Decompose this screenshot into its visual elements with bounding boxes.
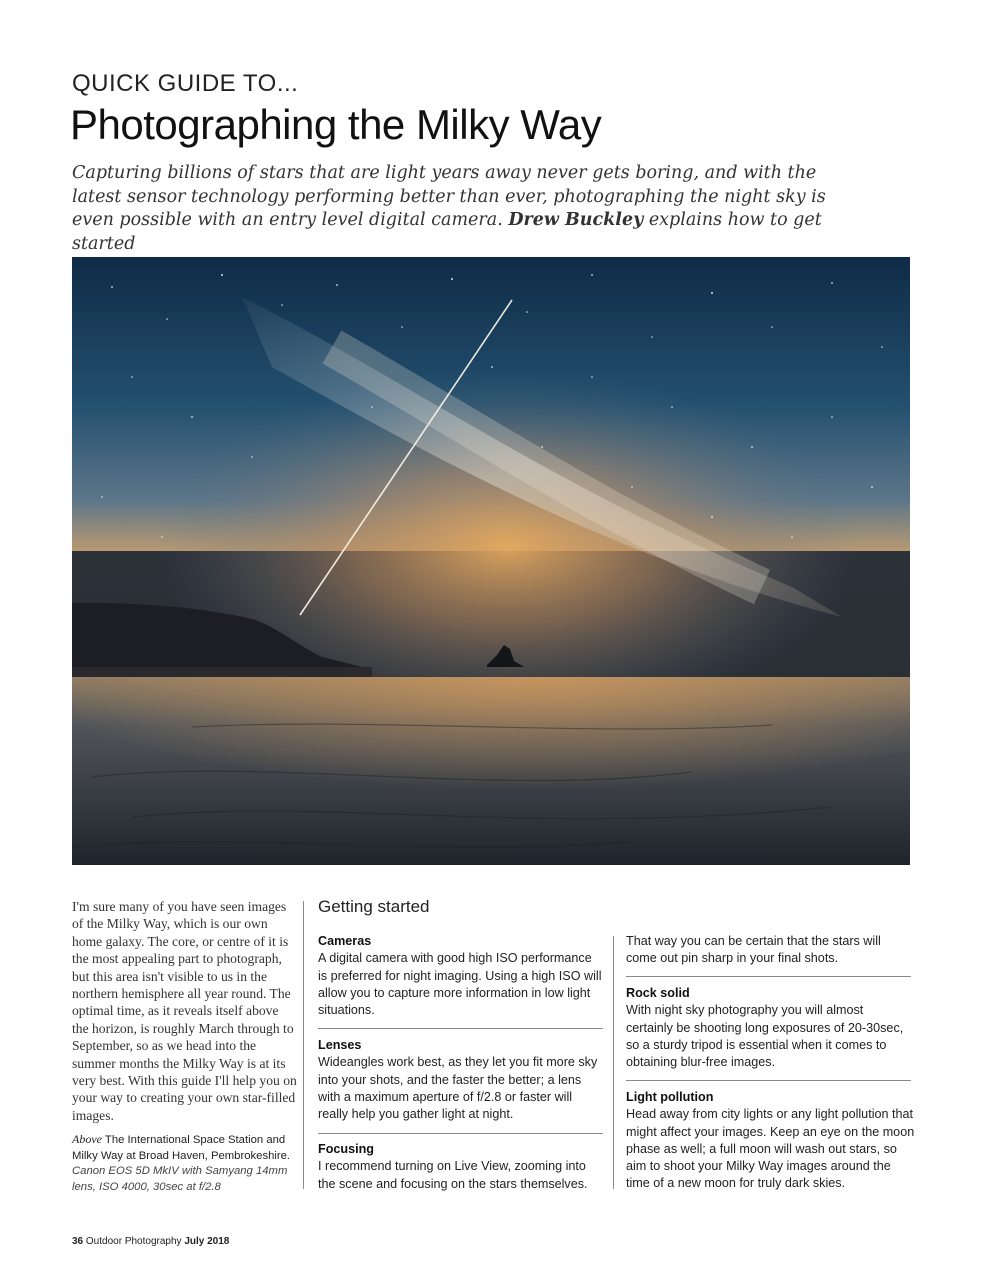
tip-heading: Rock solid	[626, 986, 690, 1000]
standfirst-author: Drew Buckley	[508, 210, 644, 230]
column-divider	[613, 936, 614, 1189]
tip-divider	[626, 976, 911, 977]
tip-body: Wideangles work best, as they let you fit more sky into your shots, and the faster the better; a lens with a maximum aperture of f/2.8 or faster will really help you gather light at night.	[318, 1055, 598, 1122]
tip-heading: Light pollution	[626, 1090, 714, 1104]
tip-body: Head away from city lights or any light pollution that might affect your images. Keep an eye on the moon phase as well; a full moon will wash out stars, so aim to shoot your Milky Way images around the time of a new moon for truly dark skies.	[626, 1107, 915, 1191]
issue-date: July 2018	[184, 1236, 230, 1247]
tip-heading: Focusing	[318, 1142, 374, 1156]
magazine-name: Outdoor Photography	[83, 1236, 185, 1247]
tip-body: I recommend turning on Live View, zooming into the scene and focusing on the stars themselves.	[318, 1159, 588, 1191]
standfirst	[72, 162, 832, 256]
tip-lenses	[318, 1037, 604, 1123]
tip-heading: Lenses	[318, 1038, 362, 1052]
photo-caption	[72, 1132, 300, 1195]
tip-body: A digital camera with good high ISO performance is preferred for night imaging. Using a high ISO will allow you to capture more information in low light situations.	[318, 951, 602, 1018]
tip-divider	[626, 1080, 911, 1081]
caption-text: The International Space Station and Milky Way at Broad Haven, Pembrokeshire.	[72, 1134, 291, 1162]
tip-focusing	[318, 1141, 604, 1193]
standfirst-text-end: explains how to get started	[72, 210, 822, 254]
caption-label: Above	[72, 1132, 102, 1146]
page-number: 36	[72, 1236, 84, 1247]
tip-body: With night sky photography you will almost certainly be shooting long exposures of 20-30sec, so a sturdy tripod is essential when it comes to obtaining blur-free images.	[626, 1003, 904, 1070]
tip-body: That way you can be certain that the stars will come out pin sharp in your final shots.	[626, 934, 881, 966]
tip-heading: Cameras	[318, 934, 372, 948]
intro-text: I'm sure many of you have seen images of the Milky Way, which is our own home galaxy. The core, or centre of it is the most appealing part to photograph, but this area isn't visible to us in the northern hemisphere all year round. The optimal time, as it reveals itself above the horizon, is roughly March through to September, so as we head into the summer months the Milky Way is at its very best. With this guide I'll help you on your way to creating your own star-filled images.	[72, 899, 297, 1123]
standfirst-text: Capturing billions of stars that are light years away never gets boring, and with the latest sensor technology performing better than ever, photographing the night sky is even possible with an entry level digital camera.	[72, 163, 826, 230]
milky-way-photo	[72, 257, 910, 865]
tip-cameras	[318, 933, 604, 1019]
tip-divider	[318, 1133, 603, 1134]
tip-light-pollution	[626, 1089, 916, 1193]
page-footer	[72, 1236, 229, 1247]
tip-divider	[318, 1028, 603, 1029]
tip-focusing-continued	[626, 933, 912, 968]
section-title: Getting started	[318, 897, 430, 916]
caption-spec: Canon EOS 5D MkIV with Samyang 14mm lens, ISO 4000, 30sec at f/2.8	[72, 1165, 288, 1193]
kicker: QUICK GUIDE TO...	[72, 70, 299, 97]
tip-rock-solid	[626, 985, 912, 1071]
column-divider	[303, 901, 304, 1189]
page-title: Photographing the Milky Way	[70, 101, 602, 148]
